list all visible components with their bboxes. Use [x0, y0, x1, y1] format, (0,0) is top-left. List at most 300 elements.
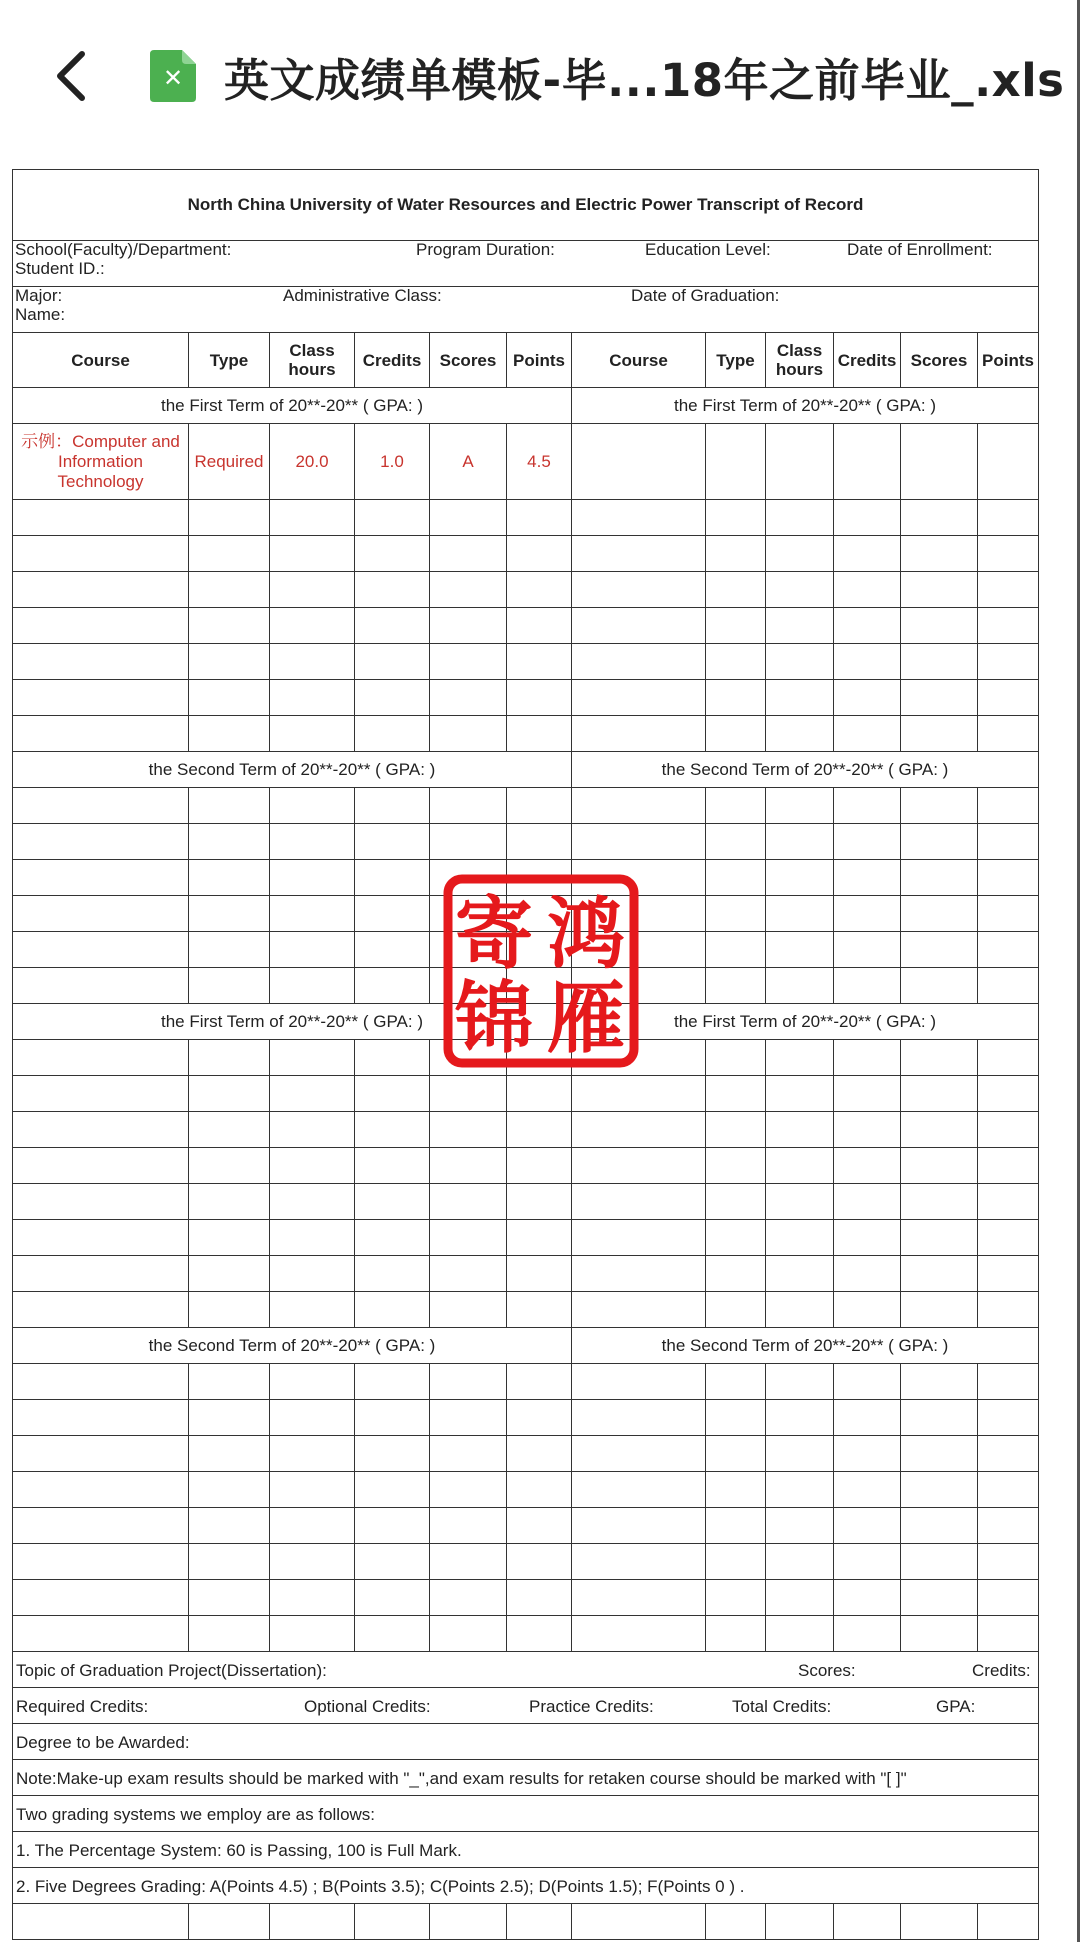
empty-cell[interactable]	[189, 1148, 270, 1184]
empty-cell[interactable]	[978, 500, 1039, 536]
empty-cell[interactable]	[507, 1508, 572, 1544]
empty-cell[interactable]	[189, 1544, 270, 1580]
column-header-scores[interactable]: Scores	[901, 333, 978, 388]
empty-cell[interactable]	[189, 1400, 270, 1436]
empty-cell[interactable]	[766, 1220, 834, 1256]
empty-cell[interactable]	[430, 500, 507, 536]
empty-cell[interactable]	[507, 1112, 572, 1148]
empty-cell[interactable]	[270, 896, 355, 932]
empty-cell[interactable]	[834, 1472, 901, 1508]
empty-cell[interactable]	[978, 1544, 1039, 1580]
empty-cell[interactable]	[13, 1148, 189, 1184]
empty-cell[interactable]	[834, 1184, 901, 1220]
empty-cell[interactable]	[572, 572, 706, 608]
column-header-credits[interactable]: Credits	[355, 333, 430, 388]
empty-cell[interactable]	[507, 536, 572, 572]
empty-cell[interactable]	[766, 1040, 834, 1076]
empty-cell[interactable]	[901, 500, 978, 536]
empty-cell[interactable]	[189, 572, 270, 608]
empty-cell[interactable]	[834, 1436, 901, 1472]
empty-cell[interactable]	[355, 1472, 430, 1508]
empty-cell[interactable]	[978, 1580, 1039, 1616]
empty-cell[interactable]	[507, 824, 572, 860]
empty-cell[interactable]	[572, 1364, 706, 1400]
empty-cell[interactable]	[901, 1400, 978, 1436]
empty-cell[interactable]	[13, 1508, 189, 1544]
term-label-left[interactable]: the Second Term of 20**-20** ( GPA: )	[13, 752, 572, 788]
empty-cell[interactable]	[430, 1616, 507, 1652]
empty-cell[interactable]	[189, 896, 270, 932]
empty-cell[interactable]	[901, 1292, 978, 1328]
empty-cell[interactable]	[270, 1616, 355, 1652]
empty-cell[interactable]	[430, 536, 507, 572]
empty-cell[interactable]	[766, 424, 834, 500]
empty-cell[interactable]	[706, 536, 766, 572]
empty-cell[interactable]	[766, 500, 834, 536]
term-label-right[interactable]: the First Term of 20**-20** ( GPA: )	[572, 388, 1039, 424]
example-type[interactable]: Required	[189, 424, 270, 500]
empty-cell[interactable]	[270, 500, 355, 536]
empty-cell[interactable]	[13, 1472, 189, 1508]
empty-cell[interactable]	[901, 1508, 978, 1544]
empty-cell[interactable]	[355, 968, 430, 1004]
empty-cell[interactable]	[572, 716, 706, 752]
empty-cell[interactable]	[13, 968, 189, 1004]
empty-cell[interactable]	[270, 716, 355, 752]
empty-cell[interactable]	[834, 1292, 901, 1328]
empty-cell[interactable]	[507, 1616, 572, 1652]
empty-cell[interactable]	[430, 1148, 507, 1184]
empty-cell[interactable]	[270, 968, 355, 1004]
empty-cell[interactable]	[834, 1040, 901, 1076]
empty-cell[interactable]	[355, 1580, 430, 1616]
empty-cell[interactable]	[507, 1220, 572, 1256]
column-header-points[interactable]: Points	[978, 333, 1039, 388]
empty-cell[interactable]	[13, 1580, 189, 1616]
empty-cell[interactable]	[766, 1904, 834, 1940]
empty-cell[interactable]	[189, 1040, 270, 1076]
empty-cell[interactable]	[13, 644, 189, 680]
empty-cell[interactable]	[978, 1112, 1039, 1148]
empty-cell[interactable]	[978, 644, 1039, 680]
empty-cell[interactable]	[572, 1184, 706, 1220]
empty-cell[interactable]	[13, 716, 189, 752]
empty-cell[interactable]	[901, 716, 978, 752]
empty-cell[interactable]	[834, 500, 901, 536]
empty-cell[interactable]	[355, 1112, 430, 1148]
empty-cell[interactable]	[507, 644, 572, 680]
empty-cell[interactable]	[766, 680, 834, 716]
empty-cell[interactable]	[270, 572, 355, 608]
empty-cell[interactable]	[834, 1904, 901, 1940]
empty-cell[interactable]	[572, 1148, 706, 1184]
empty-cell[interactable]	[572, 788, 706, 824]
empty-cell[interactable]	[189, 968, 270, 1004]
empty-cell[interactable]	[507, 788, 572, 824]
empty-cell[interactable]	[834, 1508, 901, 1544]
empty-cell[interactable]	[834, 1148, 901, 1184]
empty-cell[interactable]	[978, 1076, 1039, 1112]
empty-cell[interactable]	[978, 1220, 1039, 1256]
example-hours[interactable]: 20.0	[270, 424, 355, 500]
empty-cell[interactable]	[270, 1472, 355, 1508]
empty-cell[interactable]	[355, 1400, 430, 1436]
empty-cell[interactable]	[189, 1364, 270, 1400]
empty-cell[interactable]	[13, 788, 189, 824]
empty-cell[interactable]	[706, 716, 766, 752]
empty-cell[interactable]	[507, 1436, 572, 1472]
grading-row[interactable]	[13, 1796, 1039, 1832]
empty-cell[interactable]	[572, 500, 706, 536]
empty-cell[interactable]	[978, 1184, 1039, 1220]
empty-cell[interactable]	[706, 1256, 766, 1292]
empty-cell[interactable]	[706, 860, 766, 896]
example-credits[interactable]: 1.0	[355, 424, 430, 500]
empty-cell[interactable]	[706, 572, 766, 608]
empty-cell[interactable]	[901, 608, 978, 644]
empty-cell[interactable]	[507, 572, 572, 608]
empty-cell[interactable]	[766, 716, 834, 752]
empty-cell[interactable]	[706, 824, 766, 860]
empty-cell[interactable]	[13, 932, 189, 968]
empty-cell[interactable]	[430, 1472, 507, 1508]
empty-cell[interactable]	[766, 932, 834, 968]
empty-cell[interactable]	[13, 860, 189, 896]
empty-cell[interactable]	[978, 1400, 1039, 1436]
empty-cell[interactable]	[270, 1580, 355, 1616]
empty-cell[interactable]	[270, 608, 355, 644]
empty-cell[interactable]	[978, 968, 1039, 1004]
empty-cell[interactable]	[706, 896, 766, 932]
empty-cell[interactable]	[13, 1616, 189, 1652]
empty-cell[interactable]	[189, 1436, 270, 1472]
empty-cell[interactable]	[189, 860, 270, 896]
empty-cell[interactable]	[834, 1400, 901, 1436]
empty-cell[interactable]	[706, 1184, 766, 1220]
empty-cell[interactable]	[706, 500, 766, 536]
empty-cell[interactable]	[901, 536, 978, 572]
empty-cell[interactable]	[355, 896, 430, 932]
empty-cell[interactable]	[901, 572, 978, 608]
empty-cell[interactable]	[706, 1580, 766, 1616]
empty-cell[interactable]	[572, 1292, 706, 1328]
empty-cell[interactable]	[901, 788, 978, 824]
empty-cell[interactable]	[13, 1544, 189, 1580]
empty-cell[interactable]	[766, 896, 834, 932]
empty-cell[interactable]	[766, 608, 834, 644]
empty-cell[interactable]	[834, 932, 901, 968]
empty-cell[interactable]	[978, 1256, 1039, 1292]
empty-cell[interactable]	[13, 1076, 189, 1112]
degree-row[interactable]	[13, 1724, 1039, 1760]
empty-cell[interactable]	[901, 1904, 978, 1940]
empty-cell[interactable]	[189, 536, 270, 572]
empty-cell[interactable]	[706, 1076, 766, 1112]
empty-cell[interactable]	[507, 1904, 572, 1940]
empty-cell[interactable]	[507, 1472, 572, 1508]
empty-cell[interactable]	[430, 608, 507, 644]
empty-cell[interactable]	[355, 1544, 430, 1580]
empty-cell[interactable]	[13, 1112, 189, 1148]
five-row[interactable]	[13, 1868, 1039, 1904]
empty-cell[interactable]	[901, 644, 978, 680]
empty-cell[interactable]	[834, 1256, 901, 1292]
empty-cell[interactable]	[507, 1580, 572, 1616]
empty-cell[interactable]	[901, 1148, 978, 1184]
empty-cell[interactable]	[834, 1616, 901, 1652]
empty-cell[interactable]	[901, 1112, 978, 1148]
empty-cell[interactable]	[355, 1184, 430, 1220]
empty-cell[interactable]	[834, 1220, 901, 1256]
info-row-1[interactable]	[13, 241, 1039, 287]
example-points[interactable]: 4.5	[507, 424, 572, 500]
empty-cell[interactable]	[766, 824, 834, 860]
empty-cell[interactable]	[901, 896, 978, 932]
empty-cell[interactable]	[189, 1472, 270, 1508]
empty-cell[interactable]	[270, 932, 355, 968]
empty-cell[interactable]	[834, 1112, 901, 1148]
empty-cell[interactable]	[430, 824, 507, 860]
empty-cell[interactable]	[978, 1508, 1039, 1544]
empty-cell[interactable]	[355, 1076, 430, 1112]
percent-row[interactable]	[13, 1832, 1039, 1868]
empty-cell[interactable]	[978, 424, 1039, 500]
empty-cell[interactable]	[901, 1436, 978, 1472]
empty-cell[interactable]	[706, 1904, 766, 1940]
empty-cell[interactable]	[355, 1148, 430, 1184]
empty-cell[interactable]	[189, 644, 270, 680]
empty-cell[interactable]	[572, 608, 706, 644]
empty-cell[interactable]	[189, 1076, 270, 1112]
empty-cell[interactable]	[355, 608, 430, 644]
empty-cell[interactable]	[978, 608, 1039, 644]
empty-cell[interactable]	[13, 1364, 189, 1400]
empty-cell[interactable]	[766, 1112, 834, 1148]
empty-cell[interactable]	[270, 788, 355, 824]
empty-cell[interactable]	[270, 644, 355, 680]
column-header-class-hours[interactable]: Class hours	[270, 333, 355, 388]
empty-cell[interactable]	[834, 788, 901, 824]
empty-cell[interactable]	[572, 1472, 706, 1508]
empty-cell[interactable]	[572, 1544, 706, 1580]
empty-cell[interactable]	[355, 1436, 430, 1472]
empty-cell[interactable]	[978, 716, 1039, 752]
empty-cell[interactable]	[270, 536, 355, 572]
empty-cell[interactable]	[507, 1256, 572, 1292]
empty-cell[interactable]	[13, 1040, 189, 1076]
empty-cell[interactable]	[978, 536, 1039, 572]
empty-cell[interactable]	[901, 860, 978, 896]
empty-cell[interactable]	[834, 716, 901, 752]
empty-cell[interactable]	[430, 1184, 507, 1220]
empty-cell[interactable]	[901, 1076, 978, 1112]
empty-cell[interactable]	[766, 1616, 834, 1652]
empty-cell[interactable]	[834, 860, 901, 896]
empty-cell[interactable]	[189, 1256, 270, 1292]
empty-cell[interactable]	[355, 644, 430, 680]
empty-cell[interactable]	[706, 1220, 766, 1256]
empty-cell[interactable]	[355, 716, 430, 752]
note-row[interactable]	[13, 1760, 1039, 1796]
empty-cell[interactable]	[834, 572, 901, 608]
back-arrow-icon[interactable]	[48, 46, 98, 106]
empty-cell[interactable]	[430, 1436, 507, 1472]
empty-cell[interactable]	[430, 1292, 507, 1328]
empty-cell[interactable]	[766, 1508, 834, 1544]
empty-cell[interactable]	[706, 608, 766, 644]
empty-cell[interactable]	[978, 788, 1039, 824]
empty-cell[interactable]	[978, 572, 1039, 608]
empty-cell[interactable]	[572, 1436, 706, 1472]
empty-cell[interactable]	[706, 1040, 766, 1076]
empty-cell[interactable]	[834, 680, 901, 716]
empty-cell[interactable]	[834, 1364, 901, 1400]
empty-cell[interactable]	[270, 1292, 355, 1328]
empty-cell[interactable]	[355, 788, 430, 824]
empty-cell[interactable]	[270, 824, 355, 860]
empty-cell[interactable]	[706, 1544, 766, 1580]
empty-cell[interactable]	[766, 1292, 834, 1328]
empty-cell[interactable]	[978, 1616, 1039, 1652]
empty-cell[interactable]	[978, 1436, 1039, 1472]
empty-cell[interactable]	[270, 1364, 355, 1400]
empty-cell[interactable]	[766, 644, 834, 680]
empty-cell[interactable]	[834, 1580, 901, 1616]
empty-cell[interactable]	[978, 1040, 1039, 1076]
empty-cell[interactable]	[978, 1292, 1039, 1328]
empty-cell[interactable]	[270, 1256, 355, 1292]
empty-cell[interactable]	[766, 572, 834, 608]
empty-cell[interactable]	[430, 1220, 507, 1256]
empty-cell[interactable]	[189, 824, 270, 860]
empty-cell[interactable]	[355, 1256, 430, 1292]
empty-cell[interactable]	[270, 1400, 355, 1436]
empty-cell[interactable]	[430, 680, 507, 716]
empty-cell[interactable]	[978, 896, 1039, 932]
empty-cell[interactable]	[189, 680, 270, 716]
empty-cell[interactable]	[834, 536, 901, 572]
column-header-credits[interactable]: Credits	[834, 333, 901, 388]
empty-cell[interactable]	[189, 788, 270, 824]
empty-cell[interactable]	[270, 1508, 355, 1544]
empty-cell[interactable]	[766, 1580, 834, 1616]
term-label-right[interactable]: the Second Term of 20**-20** ( GPA: )	[572, 1328, 1039, 1364]
empty-cell[interactable]	[572, 1076, 706, 1112]
empty-cell[interactable]	[572, 1256, 706, 1292]
empty-cell[interactable]	[13, 824, 189, 860]
empty-cell[interactable]	[270, 1148, 355, 1184]
empty-cell[interactable]	[766, 1148, 834, 1184]
empty-cell[interactable]	[355, 500, 430, 536]
empty-cell[interactable]	[901, 1256, 978, 1292]
empty-cell[interactable]	[834, 424, 901, 500]
empty-cell[interactable]	[766, 1076, 834, 1112]
empty-cell[interactable]	[189, 500, 270, 536]
empty-cell[interactable]	[766, 1256, 834, 1292]
empty-cell[interactable]	[572, 536, 706, 572]
empty-cell[interactable]	[355, 1508, 430, 1544]
empty-cell[interactable]	[430, 1580, 507, 1616]
empty-cell[interactable]	[572, 680, 706, 716]
empty-cell[interactable]	[13, 572, 189, 608]
empty-cell[interactable]	[430, 1112, 507, 1148]
empty-cell[interactable]	[355, 860, 430, 896]
empty-cell[interactable]	[189, 1112, 270, 1148]
example-score[interactable]: A	[430, 424, 507, 500]
empty-cell[interactable]	[355, 1040, 430, 1076]
empty-cell[interactable]	[572, 424, 706, 500]
empty-cell[interactable]	[270, 1220, 355, 1256]
empty-cell[interactable]	[766, 788, 834, 824]
empty-cell[interactable]	[430, 644, 507, 680]
empty-cell[interactable]	[978, 1904, 1039, 1940]
info-row-2[interactable]	[13, 287, 1039, 333]
empty-cell[interactable]	[270, 1040, 355, 1076]
empty-cell[interactable]	[355, 1364, 430, 1400]
empty-cell[interactable]	[355, 1616, 430, 1652]
column-header-course[interactable]: Course	[13, 333, 189, 388]
empty-cell[interactable]	[13, 896, 189, 932]
column-header-course[interactable]: Course	[572, 333, 706, 388]
empty-cell[interactable]	[189, 1580, 270, 1616]
empty-cell[interactable]	[13, 1292, 189, 1328]
empty-cell[interactable]	[430, 1904, 507, 1940]
empty-cell[interactable]	[355, 680, 430, 716]
empty-cell[interactable]	[901, 824, 978, 860]
empty-cell[interactable]	[901, 932, 978, 968]
empty-cell[interactable]	[706, 1400, 766, 1436]
empty-cell[interactable]	[834, 896, 901, 932]
empty-cell[interactable]	[706, 1112, 766, 1148]
empty-cell[interactable]	[572, 1400, 706, 1436]
empty-cell[interactable]	[834, 824, 901, 860]
empty-cell[interactable]	[834, 1076, 901, 1112]
empty-cell[interactable]	[706, 424, 766, 500]
empty-cell[interactable]	[13, 680, 189, 716]
empty-cell[interactable]	[270, 1112, 355, 1148]
empty-cell[interactable]	[901, 1364, 978, 1400]
empty-cell[interactable]	[430, 1256, 507, 1292]
empty-cell[interactable]	[572, 1508, 706, 1544]
empty-cell[interactable]	[978, 1148, 1039, 1184]
empty-cell[interactable]	[270, 1904, 355, 1940]
empty-cell[interactable]	[355, 1292, 430, 1328]
empty-cell[interactable]	[978, 1364, 1039, 1400]
empty-cell[interactable]	[766, 1436, 834, 1472]
empty-cell[interactable]	[706, 680, 766, 716]
empty-cell[interactable]	[430, 1508, 507, 1544]
empty-cell[interactable]	[766, 536, 834, 572]
empty-cell[interactable]	[355, 572, 430, 608]
empty-cell[interactable]	[270, 1436, 355, 1472]
empty-cell[interactable]	[706, 1508, 766, 1544]
empty-cell[interactable]	[706, 1436, 766, 1472]
empty-cell[interactable]	[355, 932, 430, 968]
empty-cell[interactable]	[270, 1544, 355, 1580]
empty-cell[interactable]	[507, 1544, 572, 1580]
empty-cell[interactable]	[901, 1040, 978, 1076]
empty-cell[interactable]	[834, 608, 901, 644]
empty-cell[interactable]	[507, 1292, 572, 1328]
empty-cell[interactable]	[13, 500, 189, 536]
empty-cell[interactable]	[430, 716, 507, 752]
empty-cell[interactable]	[572, 824, 706, 860]
empty-cell[interactable]	[706, 932, 766, 968]
empty-cell[interactable]	[901, 1184, 978, 1220]
empty-cell[interactable]	[189, 932, 270, 968]
empty-cell[interactable]	[901, 1544, 978, 1580]
empty-cell[interactable]	[189, 1616, 270, 1652]
